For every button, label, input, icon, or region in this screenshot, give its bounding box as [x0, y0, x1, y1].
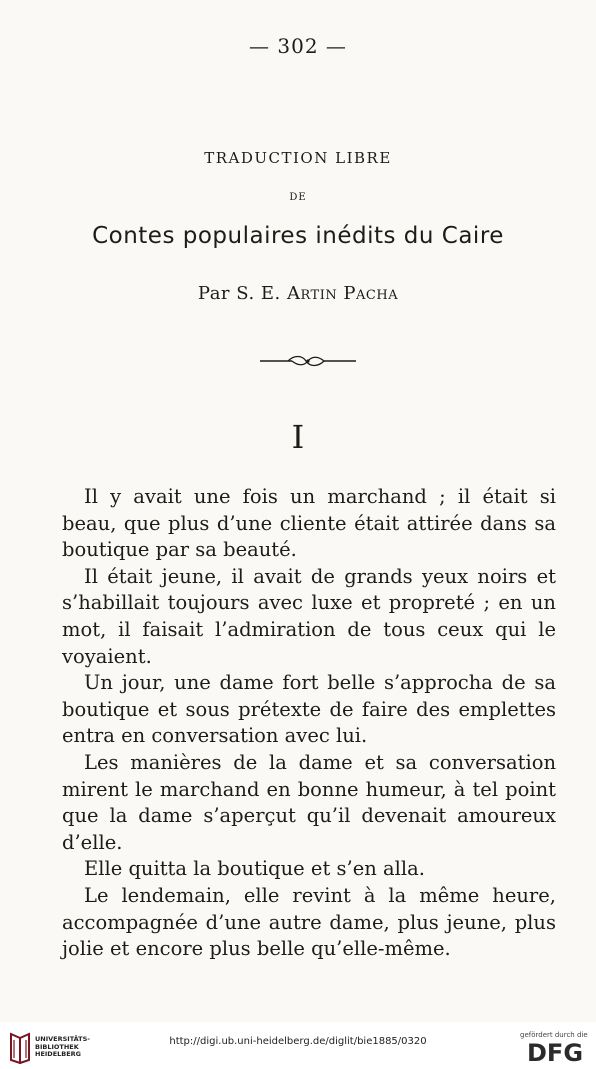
- dfg-logo-icon: [527, 1040, 591, 1064]
- sponsor-caption: gefördert durch die: [520, 1031, 588, 1039]
- paragraph: Il était jeune, il avait de grands yeux noirs et s’habillait toujours avec luxe et propreté ; en un mot, il faisait l’admiration de tous ceux qui le voyaient.: [62, 564, 556, 668]
- paragraph: Il y avait une fois un marchand ; il était si beau, que plus d’une cliente était attirée dans sa boutique par sa beauté.: [62, 485, 556, 562]
- library-line: UNIVERSITÄTS-: [35, 1035, 90, 1043]
- story-body: [62, 484, 556, 963]
- paragraph: Le lendemain, elle revint à la même heure, accompagnée d’une autre dame, plus jeune, plus jolie et encore plus belle qu’elle-même.: [62, 883, 556, 961]
- library-line: BIBLIOTHEK: [35, 1042, 79, 1051]
- author-line: [0, 283, 596, 304]
- story-title: Contes populaires inédits du Caire: [92, 223, 504, 249]
- heading-traduction: TRADUCTION LIBRE: [204, 149, 392, 167]
- dfg-logo-text: DFG: [527, 1040, 584, 1064]
- library-line: HEIDELBERG: [35, 1050, 82, 1058]
- ornament-divider: [258, 354, 358, 368]
- page-number: — 302 —: [249, 34, 347, 58]
- paragraph: Elle quitta la boutique et s’en alla.: [84, 857, 425, 881]
- author-name: Artin Pacha: [286, 283, 399, 304]
- heading-de: DE: [289, 192, 307, 203]
- author-prefix: Par S. E.: [197, 283, 287, 304]
- paragraph: Un jour, une dame fort belle s’approcha de sa boutique et sous prétexte de faire des emplettes entra en conversation avec lui.: [62, 671, 556, 748]
- permalink-url[interactable]: http://digi.ub.uni-heidelberg.de/diglit/bie1885/0320: [169, 1036, 427, 1047]
- paragraph: Les manières de la dame et sa conversation mirent le marchand en bonne humeur, à tel point que la dame s’aperçut qu’il devenait amoureux d’elle.: [62, 750, 556, 854]
- chapter-number: I: [291, 418, 305, 456]
